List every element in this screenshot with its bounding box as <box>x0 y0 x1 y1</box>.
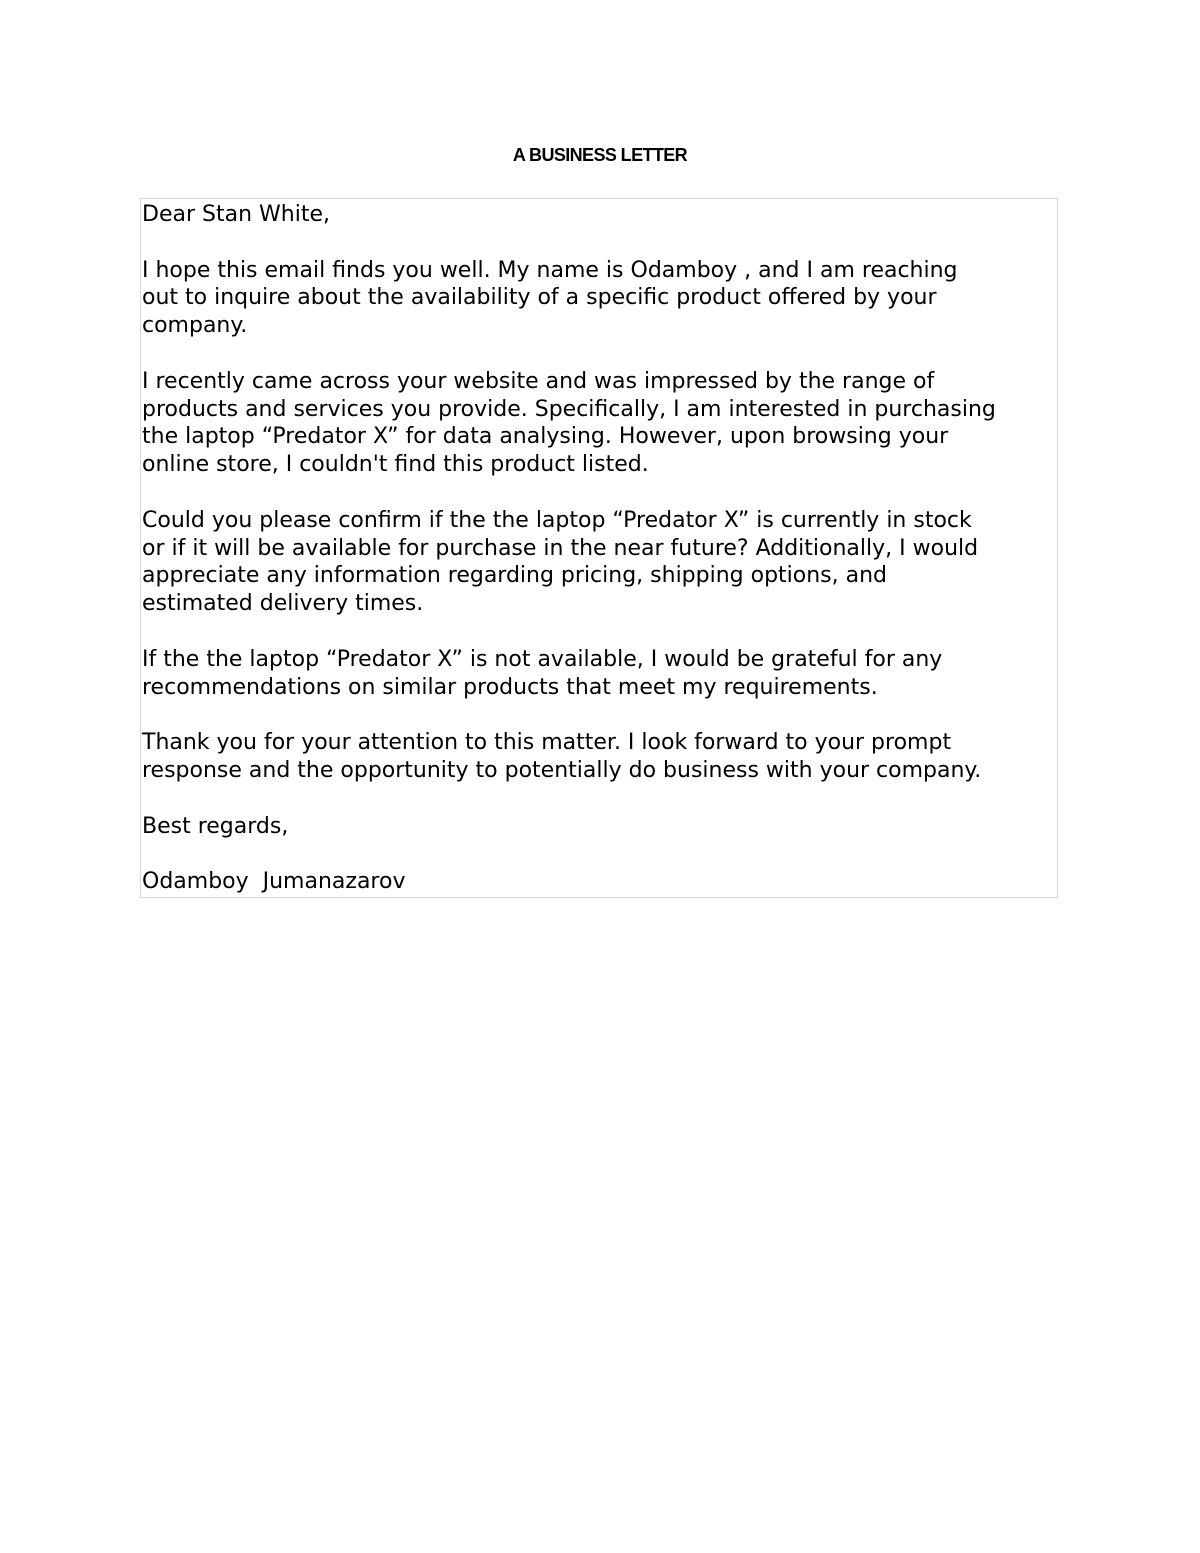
letter-line: or if it will be available for purchase in the near future? Additionally, I would <box>142 535 979 561</box>
letter-body-box <box>140 198 1058 898</box>
letter-paragraph-2 <box>142 368 1057 479</box>
letter-line: company. <box>142 313 248 339</box>
letter-line: Could you please confirm if the the laptop “Predator X” is currently in stock <box>142 507 972 533</box>
letter-line: appreciate any information regarding pricing, shipping options, and <box>142 563 888 589</box>
letter-line: recommendations on similar products that meet my requirements. <box>142 674 878 700</box>
letter-paragraph-3 <box>142 507 1057 618</box>
letter-line: estimated delivery times. <box>142 591 424 617</box>
letter-line: If the the laptop “Predator X” is not available, I would be grateful for any <box>142 646 943 672</box>
letter-line: out to inquire about the availability of a specific product offered by your <box>142 285 937 311</box>
letter-closing: Best regards, <box>142 813 289 839</box>
letter-signature: Odamboy Jumanazarov <box>142 869 406 895</box>
letter-line: products and services you provide. Specifically, I am interested in purchasing <box>142 396 996 422</box>
letter-line: online store, I couldn't find this product listed. <box>142 452 649 478</box>
letter-line: response and the opportunity to potentially do business with your company. <box>142 757 982 783</box>
letter-greeting: Dear Stan White, <box>142 202 330 227</box>
document-title: A BUSINESS LETTER <box>512 145 688 165</box>
letter-line: Thank you for your attention to this matter. I look forward to your prompt <box>142 730 952 756</box>
letter-paragraph-1 <box>142 257 1057 340</box>
letter-paragraph-4 <box>142 646 1057 702</box>
letter-line: the laptop “Predator X” for data analysing. However, upon browsing your <box>142 424 949 450</box>
letter-line: I recently came across your website and was impressed by the range of <box>142 368 935 394</box>
letter-line: I hope this email finds you well. My name is Odamboy , and I am reaching <box>142 257 958 283</box>
letter-paragraph-5 <box>142 729 1057 785</box>
